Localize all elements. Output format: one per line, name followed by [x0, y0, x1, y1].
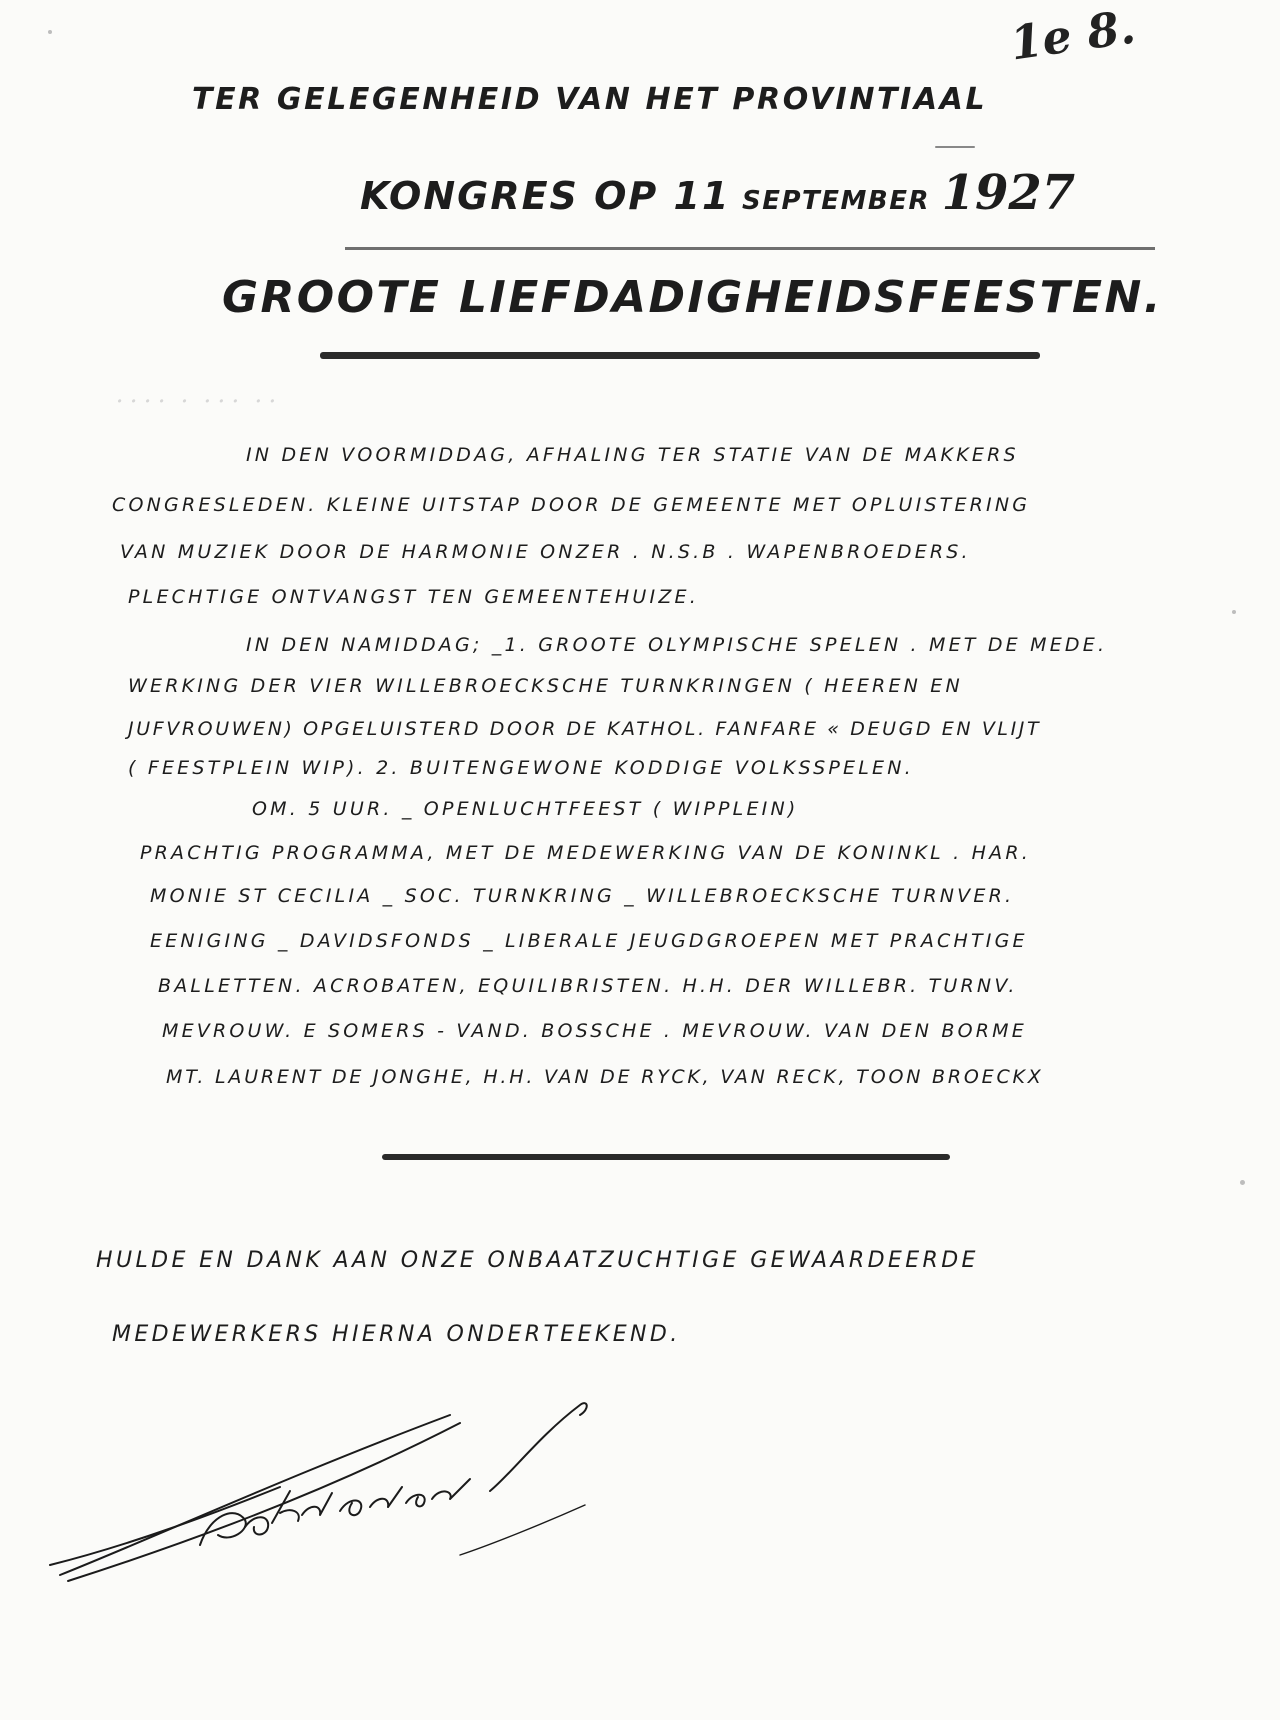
title-month: SEPTEMBER — [741, 186, 930, 216]
bleed-through-text: ˙˙˙˙ ˙ ˙˙˙ ˙˙ — [110, 395, 277, 428]
body-line: BALLETTEN. ACROBATEN, EQUILIBRISTEN. H.H. DER WILLEBR. TURNV. — [158, 975, 1018, 997]
body-line: WERKING DER VIER WILLEBROECKSCHE TURNKRINGEN ( HEEREN EN — [128, 675, 963, 697]
title-line-1: TER GELEGENHEID VAN HET PROVINTIAAL — [192, 82, 988, 117]
closing-line: HULDE EN DANK AAN ONZE ONBAATZUCHTIGE GEWAARDEERDE — [96, 1248, 979, 1273]
paper-speck — [48, 30, 52, 34]
body-line: OM. 5 UUR. _ OPENLUCHTFEEST ( WIPPLEIN) — [252, 798, 799, 820]
body-line: ( FEESTPLEIN WIP). 2. BUITENGEWONE KODDIGE VOLKSSPELEN. — [128, 757, 914, 779]
body-line: MT. LAURENT DE JONGHE, H.H. VAN DE RYCK, VAN RECK, TOON BROECKX — [166, 1066, 1044, 1088]
body-line: CONGRESLEDEN. KLEINE UITSTAP DOOR DE GEMEENTE MET OPLUISTERING — [112, 494, 1031, 516]
body-line: PLECHTIGE ONTVANGST TEN GEMEENTEHUIZE. — [128, 586, 699, 608]
title-line-2 — [360, 165, 1075, 221]
title-year: 1927 — [941, 165, 1076, 221]
dotted-separator — [345, 247, 1155, 250]
closing-line: MEDEWERKERS HIERNA ONDERTEEKEND. — [112, 1322, 681, 1347]
body-line: VAN MUZIEK DOOR DE HARMONIE ONZER . N.S.B . WAPENBROEDERS. — [120, 541, 971, 563]
page-number: 1e 8. — [1006, 0, 1139, 71]
body-line: EENIGING _ DAVIDSFONDS _ LIBERALE JEUGDGROEPEN MET PRACHTIGE — [150, 930, 1028, 952]
title-congress: KONGRES OP 11 — [360, 174, 731, 218]
main-heading: GROOTE LIEFDADIGHEIDSFEESTEN. — [222, 272, 1163, 323]
heading-underline — [320, 352, 1040, 359]
pencil-mark — [935, 146, 975, 148]
paper-speck — [1240, 1180, 1245, 1185]
section-divider — [382, 1154, 950, 1160]
paper-speck — [1232, 610, 1236, 614]
body-line: PRACHTIG PROGRAMMA, MET DE MEDEWERKING VAN DE KONINKL . HAR. — [140, 842, 1031, 864]
body-line: JUFVROUWEN) OPGELUISTERD DOOR DE KATHOL. FANFARE « DEUGD EN VLIJT — [128, 718, 1042, 740]
body-line: IN DEN VOORMIDDAG, AFHALING TER STATIE VAN DE MAKKERS — [246, 444, 1019, 466]
body-line: MONIE ST CECILIA _ SOC. TURNKRING _ WILLEBROECKSCHE TURNVER. — [150, 885, 1015, 907]
body-line: MEVROUW. E SOMERS - VAND. BOSSCHE . MEVROUW. VAN DEN BORME — [162, 1020, 1027, 1042]
body-line: IN DEN NAMIDDAG; _1. GROOTE OLYMPISCHE SPELEN . MET DE MEDE. — [246, 634, 1108, 656]
signature — [40, 1395, 600, 1595]
